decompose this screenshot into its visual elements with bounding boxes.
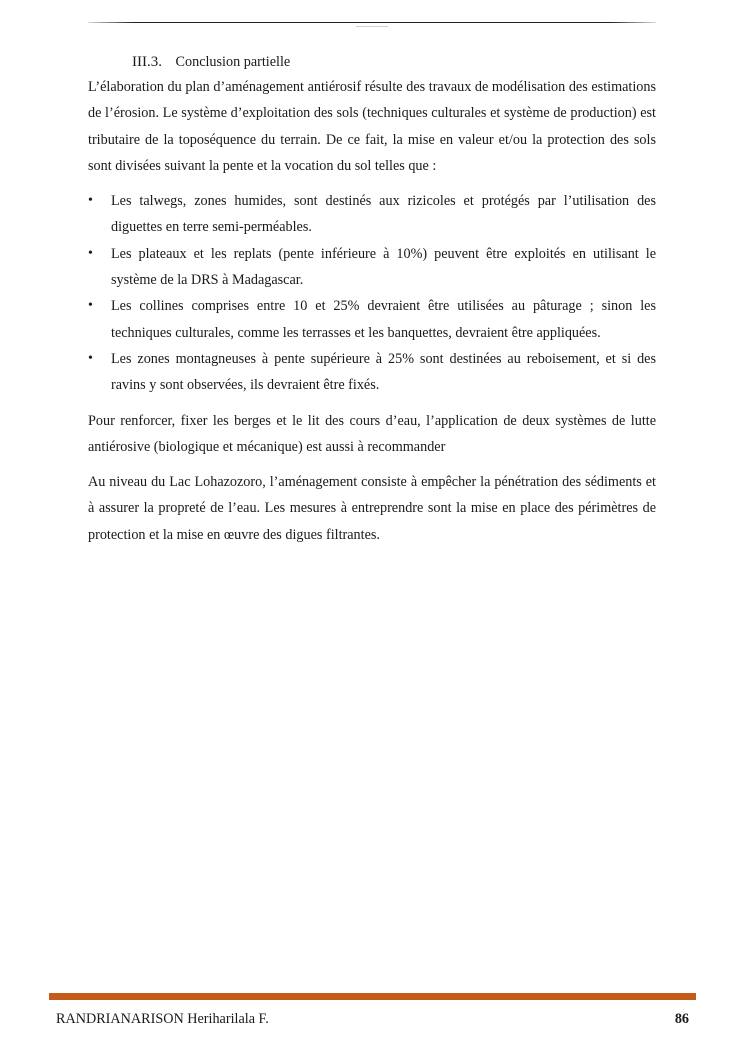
paragraph-riverbanks: Pour renforcer, fixer les berges et le lit des cours d’eau, l’application de deux systèmes de lutte antiérosive (biologique et mécanique) est aussi à recommander — [88, 412, 656, 455]
bullet-icon: • — [88, 298, 93, 314]
list-item — [88, 241, 656, 294]
header-rule-accent — [356, 26, 388, 27]
page-number: 86 — [674, 1011, 689, 1027]
bullet-icon: • — [88, 245, 93, 261]
header-rule — [88, 22, 656, 23]
list-item — [88, 346, 656, 399]
section-heading — [132, 52, 656, 72]
intro-paragraph: L’élaboration du plan d’aménagement antiérosif résulte des travaux de modélisation des estimations de l’érosion. Le système d’exploitation des sols (techniques culturales et système de production) est tributaire de la toposéquence du terrain. De ce fait, la mise en valeur et/ou la protection des sols sont divisées suivant la pente et la vocation du sol telles que : — [88, 79, 656, 174]
paragraph-lake: Au niveau du Lac Lohazozoro, l’aménagement consiste à empêcher la pénétration des sédiments et à assurer la propreté de l’eau. Les mesures à entreprendre sont la mise en place des périmètres de protection et la mise en œuvre des digues filtrantes. — [88, 474, 656, 543]
list-item-text: Les talwegs, zones humides, sont destinés aux rizicoles et protégés par l’utilisation des diguettes en terre semi-perméables. — [111, 193, 656, 236]
section-number: III.3. — [132, 54, 162, 70]
list-item — [88, 188, 656, 241]
bullet-icon: • — [88, 193, 93, 209]
footer-bar — [49, 993, 696, 1000]
section-title: Conclusion partielle — [175, 54, 291, 70]
bullet-list — [88, 188, 656, 398]
footer-author: RANDRIANARISON Heriharilala F. — [56, 1011, 269, 1027]
page-content — [88, 52, 656, 548]
list-item-text: Les plateaux et les replats (pente inférieure à 10%) peuvent être exploités en utilisant le système de la DRS à Madagascar. — [111, 245, 656, 289]
list-item-text: Les zones montagneuses à pente supérieure à 25% sont destinées au reboisement, et si des ravins y sont observées, ils devraient être fixés. — [111, 350, 656, 394]
list-item-text: Les collines comprises entre 10 et 25% devraient être utilisées au pâturage ; sinon les techniques culturales, comme les terrasses et les banquettes, devraient être appliquées. — [111, 298, 656, 341]
bullet-icon: • — [88, 350, 93, 366]
list-item — [88, 293, 656, 346]
